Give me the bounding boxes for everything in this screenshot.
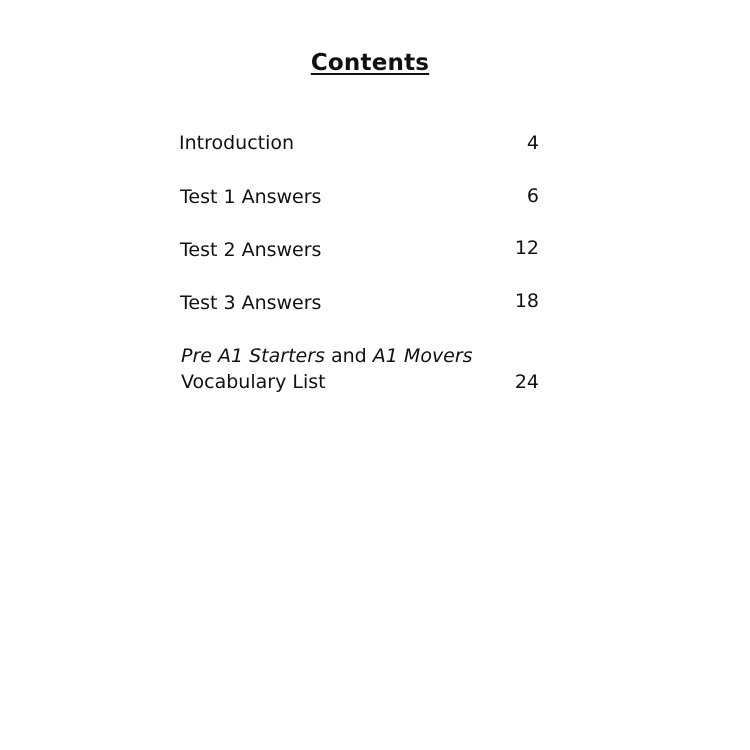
toc-entry-label: Test 2 Answers: [180, 239, 322, 261]
page-title: Contents: [310, 50, 430, 76]
toc-entry-label-starters: Pre A1 Starters: [181, 345, 325, 367]
toc-entry-vocabulary-list: [181, 343, 539, 397]
toc-entry-label: [181, 343, 473, 395]
toc-entry-page-number: 6: [526, 185, 539, 207]
toc-entry-label: Test 3 Answers: [180, 292, 322, 314]
toc-entry-page-number: 24: [514, 371, 539, 393]
toc-entry-page-number: 18: [514, 290, 539, 312]
toc-entry-page-number: 12: [514, 237, 539, 259]
toc-entry-label: Introduction: [179, 132, 295, 154]
toc-entry-page-number: 4: [526, 132, 539, 154]
toc-entry-label-movers: A1 Movers: [372, 345, 473, 367]
toc-entry-label-and: and: [331, 345, 367, 367]
toc-entry-label-vocabulary: Vocabulary List: [181, 371, 326, 393]
toc-entry-label: Test 1 Answers: [180, 186, 322, 208]
